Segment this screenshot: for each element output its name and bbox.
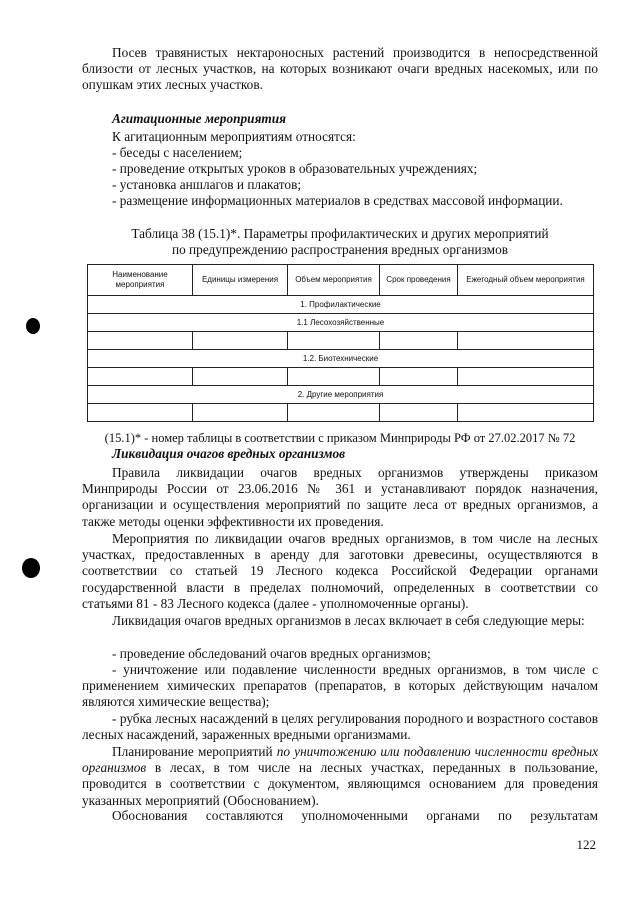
table-header-cell: Срок проведения xyxy=(380,265,458,296)
agitation-item: - установка аншлагов и плакатов; xyxy=(112,177,302,192)
measures-table xyxy=(87,264,594,422)
table-empty-row xyxy=(88,404,594,422)
liquidation-paragraph-3: Ликвидация очагов вредных организмов в лесах включает в себя следующие меры: xyxy=(112,613,585,628)
table-cell xyxy=(88,332,193,350)
table-cell xyxy=(458,404,594,422)
agitation-lead: К агитационным мероприятиям относятся: xyxy=(112,129,356,144)
table-section-label: 1.1 Лесохозяйственные xyxy=(88,314,594,332)
table-section-row xyxy=(88,314,594,332)
intro-paragraph: Посев травянистых нектароносных растений производится в непосредственной близости от лесных участков, на которых возникают очаги вредных насекомых, или по опушкам этих лесных участков. xyxy=(82,45,598,93)
liquidation-paragraph-2: Мероприятия по ликвидации очагов вредных организмов, в том числе на лесных участках, предоставленных в аренду для заготовки древесины, осуществляются в соответствии со статьей 19 Лесного кодекса Российской Федерации органами государственной власти в пределах полномочий, определенных в соответствии со статьями 81 - 83 Лесного кодекса (далее - уполномоченные органы). xyxy=(82,531,598,611)
table-section-label: 2. Другие мероприятия xyxy=(88,386,594,404)
table-cell xyxy=(458,368,594,386)
table-cell xyxy=(380,332,458,350)
table-caption-line2: по предупреждению распространения вредных организмов xyxy=(171,242,509,257)
table-header-cell: Ежегодный объем мероприятия xyxy=(458,265,594,296)
table-empty-row xyxy=(88,332,594,350)
table-cell xyxy=(288,368,380,386)
table-cell xyxy=(380,404,458,422)
agitation-item: - размещение информационных материалов в средствах массовой информации. xyxy=(112,193,563,208)
table-cell xyxy=(458,332,594,350)
measure-item: - рубка лесных насаждений в целях регулирования породного и возрастного составов лесных насаждений, зараженных вредными организмами. xyxy=(82,711,598,743)
liquidation-paragraph-1: Правила ликвидации очагов вредных организмов утверждены приказом Минприроды России от 23.06.2016 № 361 и устанавливают порядок назначения, организации и осуществления мероприятий по защите леса от вредных организмов, а также методы оценки эффективности их проведения. xyxy=(82,465,598,529)
agitation-heading: Агитационные мероприятия xyxy=(112,111,287,126)
measure-item: - уничтожение или подавление численности вредных организмов, в том числе с применением химических препаратов (препаратов, в которых действующим началом являются химические вещества); xyxy=(82,662,598,710)
table-cell xyxy=(380,368,458,386)
table-cell xyxy=(288,332,380,350)
table-cell xyxy=(193,368,288,386)
table-caption-line1: Таблица 38 (15.1)*. Параметры профилактических и других мероприятий xyxy=(131,226,549,241)
table-cell xyxy=(88,404,193,422)
table-section-row xyxy=(88,350,594,368)
planning-text-start: Планирование мероприятий xyxy=(112,744,277,759)
table-empty-row xyxy=(88,368,594,386)
liquidation-heading: Ликвидация очагов вредных организмов xyxy=(112,446,346,461)
table-header-cell: Объем мероприятия xyxy=(288,265,380,296)
table-cell xyxy=(288,404,380,422)
planning-text-end: в лесах, в том числе на лесных участках, переданных в пользование, проводится в соответствии с документом, являющимся основанием для проведения указанных мероприятий (Обоснованием). xyxy=(82,760,598,808)
planning-paragraph xyxy=(82,744,598,809)
table-section-row xyxy=(88,386,594,404)
table-header-cell: Единицы измерения xyxy=(193,265,288,296)
agitation-item: - проведение открытых уроков в образовательных учреждениях; xyxy=(112,161,478,176)
table-cell xyxy=(88,368,193,386)
table-section-row xyxy=(88,296,594,314)
punch-hole-mark xyxy=(26,318,40,334)
agitation-item: - беседы с населением; xyxy=(112,145,243,160)
table-cell xyxy=(193,404,288,422)
table-section-label: 1.2. Биотехнические xyxy=(88,350,594,368)
planning-text-italic: по уничтожению или подавлению численности вредных организмов xyxy=(82,744,598,776)
table-cell xyxy=(193,332,288,350)
page-number: 122 xyxy=(576,837,596,852)
punch-hole-mark xyxy=(22,558,40,578)
measure-item: - проведение обследований очагов вредных организмов; xyxy=(112,646,431,661)
table-section-label: 1. Профилактические xyxy=(88,296,594,314)
table-header-row xyxy=(88,265,594,296)
justification-paragraph: Обоснования составляются уполномоченными органами по результатам xyxy=(112,808,598,823)
table-footnote: (15.1)* - номер таблицы в соответствии с приказом Минприроды РФ от 27.02.2017 № 72 xyxy=(104,431,576,445)
table-header-cell: Наименование мероприятия xyxy=(88,265,193,296)
